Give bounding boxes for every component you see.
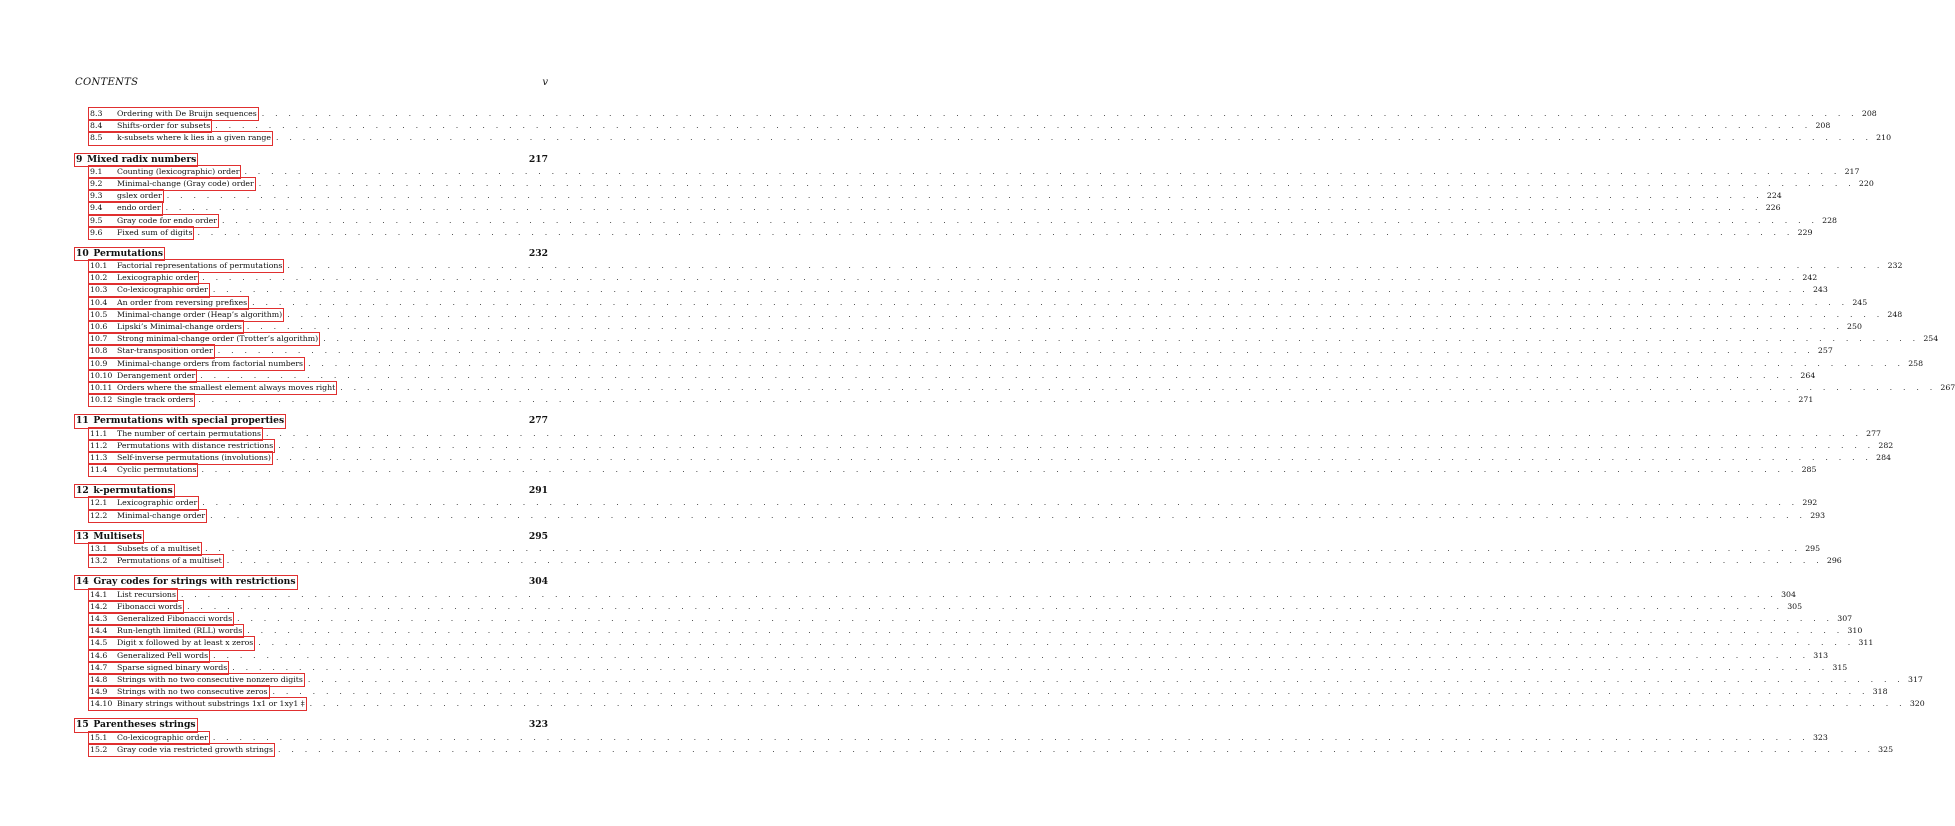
section-number: 10.9	[90, 358, 108, 368]
toc-section-link[interactable]	[89, 732, 209, 744]
toc-section-link[interactable]	[89, 358, 304, 370]
toc-section-entry	[75, 284, 1828, 296]
toc-section-link[interactable]	[89, 394, 194, 406]
dot-leader: . . . . . . . . . . . . . . . . . . . . . . . . . . . . . . . . . . . . . . . . . . . . . . . . . . . . . . . . . . . . . . . . . . . . . . . . . . . . . . . . . . . . . . . . . . . . . . . . . . . . . . . . . . . . . . . . . . . . . . . .	[217, 346, 1814, 356]
dot-leader: . . . . . . . . . . . . . . . . . . . . . . . . . . . . . . . . . . . . . . . . . . . . . . . . . . . . . . . . . . . . . . . . . . . . . . . . . . . . . . . . . . . . . . . . . . . . . . . . . . . . . . . . . . . . . . . . . . . . . . . .	[261, 109, 1858, 118]
toc-section-entry	[75, 333, 1939, 345]
section-page-number: 208	[1815, 121, 1831, 131]
toc-section-link[interactable]	[89, 120, 211, 132]
chapter-number: 14	[76, 576, 89, 588]
section-title: Co-lexicographic order	[117, 732, 208, 742]
section-page-number: 258	[1908, 358, 1924, 368]
toc-section-link[interactable]	[89, 637, 254, 649]
toc-section-link[interactable]	[89, 345, 214, 357]
toc-section-link[interactable]	[89, 497, 198, 509]
section-title: The number of certain permutations	[117, 428, 261, 438]
toc-section-link[interactable]	[89, 227, 193, 239]
toc-section-entry	[75, 428, 1882, 440]
section-page-number: 248	[1887, 309, 1903, 319]
section-title: Generalized Pell words	[117, 650, 209, 660]
section-page-number: 264	[1800, 370, 1816, 380]
section-page-number: 318	[1872, 687, 1888, 697]
section-title: Derangement order	[117, 370, 196, 380]
chapter-page-number: 232	[528, 247, 548, 259]
dot-leader: . . . . . . . . . . . . . . . . . . . . . . . . . . . . . . . . . . . . . . . . . . . . . . . . . . . . . . . . . . . . . . . . . . . . . . . . . . . . . . . . . . . . . . . . . . . . . . . . . . . . . . . . . . . . . . . . . . . . . . . .	[200, 370, 1797, 380]
toc-section-entry	[75, 662, 1848, 674]
toc-section-link[interactable]	[89, 108, 258, 120]
section-title: Minimal-change (Gray code) order	[117, 178, 254, 188]
toc-section-entry	[75, 698, 1925, 710]
toc-section-link[interactable]	[89, 464, 197, 476]
toc-chapter	[75, 530, 1842, 568]
chapter-page-number: 277	[528, 415, 548, 427]
section-title: k-subsets where k lies in a given range	[117, 133, 272, 143]
section-page-number: 267	[1940, 382, 1955, 392]
dot-leader: . . . . . . . . . . . . . . . . . . . . . . . . . . . . . . . . . . . . . . . . . . . . . . . . . . . . . . . . . . . . . . . . . . . . . . . . . . . . . . . . . . . . . . . . . . . . . . . . . . . . . . . . . . . . . . . . . . . . . . . .	[309, 699, 1906, 709]
toc-chapter-entry	[75, 154, 548, 166]
toc-section-entry	[75, 440, 1894, 452]
chapter-page-number: 217	[528, 153, 548, 165]
dot-leader: . . . . . . . . . . . . . . . . . . . . . . . . . . . . . . . . . . . . . . . . . . . . . . . . . . . . . . . . . . . . . . . . . . . . . . . . . . . . . . . . . . . . . . . . . . . . . . . . . . . . . . . . . . . . . . . . . . . . . . . .	[213, 650, 1810, 660]
toc-chapter	[75, 576, 1925, 710]
toc-chapter-link[interactable]	[75, 531, 143, 543]
toc-section-entry	[75, 120, 1831, 132]
dot-leader: . . . . . . . . . . . . . . . . . . . . . . . . . . . . . . . . . . . . . . . . . . . . . . . . . . . . . . . . . . . . . . . . . . . . . . . . . . . . . . . . . . . . . . . . . . . . . . . . . . . . . . . . . . . . . . . . . . . . . . . .	[308, 358, 1905, 368]
dot-leader: . . . . . . . . . . . . . . . . . . . . . . . . . . . . . . . . . . . . . . . . . . . . . . . . . . . . . . . . . . . . . . . . . . . . . . . . . . . . . . . . . . . . . . . . . . . . . . . . . . . . . . . . . . . . . . . . . . . . . . . .	[340, 382, 1937, 392]
dot-leader: . . . . . . . . . . . . . . . . . . . . . . . . . . . . . . . . . . . . . . . . . . . . . . . . . . . . . . . . . . . . . . . . . . . . . . . . . . . . . . . . . . . . . . . . . . . . . . . . . . . . . . . . . . . . . . . . . . . . . . . .	[210, 510, 1807, 520]
section-number: 9.2	[90, 178, 103, 188]
toc-section-link[interactable]	[89, 132, 272, 144]
dot-leader: . . . . . . . . . . . . . . . . . . . . . . . . . . . . . . . . . . . . . . . . . . . . . . . . . . . . . . . . . . . . . . . . . . . . . . . . . . . . . . . . . . . . . . . . . . . . . . . . . . . . . . . . . . . . . . . . . . . . . . . .	[166, 191, 1763, 201]
section-title: Subsets of a multiset	[117, 544, 201, 553]
toc-section-entry	[75, 625, 1863, 637]
chapter-page-number: 304	[528, 576, 548, 588]
leading-sections	[75, 108, 1892, 145]
toc-section-entry	[75, 555, 1842, 567]
toc-section-link[interactable]	[89, 589, 177, 601]
dot-leader: . . . . . . . . . . . . . . . . . . . . . . . . . . . . . . . . . . . . . . . . . . . . . . . . . . . . . . . . . . . . . . . . . . . . . . . . . . . . . . . . . . . . . . . . . . . . . . . . . . . . . . . . . . . . . . . . . . . . . . . .	[307, 674, 1904, 684]
section-page-number: 254	[1923, 334, 1939, 344]
chapter-number: 15	[76, 719, 89, 731]
section-number: 11.1	[90, 428, 108, 438]
dot-leader: . . . . . . . . . . . . . . . . . . . . . . . . . . . . . . . . . . . . . . . . . . . . . . . . . . . . . . . . . . . . . . . . . . . . . . . . . . . . . . . . . . . . . . . . . . . . . . . . . . . . . . . . . . . . . . . . . . . . . . . .	[202, 273, 1799, 283]
toc-chapter-entry	[75, 248, 548, 260]
section-title: Lexicographic order	[117, 273, 198, 283]
toc-section-entry	[75, 601, 1803, 613]
toc-section-link[interactable]	[89, 428, 262, 440]
section-page-number: 313	[1813, 650, 1829, 660]
toc-chapter-entry	[75, 531, 548, 543]
section-title: Permutations with distance restrictions	[117, 440, 274, 450]
toc-chapter-link[interactable]	[75, 248, 164, 260]
dot-leader: . . . . . . . . . . . . . . . . . . . . . . . . . . . . . . . . . . . . . . . . . . . . . . . . . . . . . . . . . . . . . . . . . . . . . . . . . . . . . . . . . . . . . . . . . . . . . . . . . . . . . . . . . . . . . . . . . . . . . . . .	[198, 395, 1795, 405]
toc-section-link[interactable]	[89, 613, 233, 625]
section-title: Digit x followed by at least x zeros	[117, 638, 254, 648]
toc-chapter-link[interactable]	[75, 154, 197, 166]
dot-leader: . . . . . . . . . . . . . . . . . . . . . . . . . . . . . . . . . . . . . . . . . . . . . . . . . . . . . . . . . . . . . . . . . . . . . . . . . . . . . . . . . . . . . . . . . . . . . . . . . . . . . . . . . . . . . . . . . . . . . . . .	[278, 440, 1875, 450]
toc-section-link[interactable]	[89, 202, 162, 214]
chapter-title: Permutations	[93, 247, 164, 259]
chapter-title: Multisets	[93, 530, 142, 542]
dot-leader: . . . . . . . . . . . . . . . . . . . . . . . . . . . . . . . . . . . . . . . . . . . . . . . . . . . . . . . . . . . . . . . . . . . . . . . . . . . . . . . . . . . . . . . . . . . . . . . . . . . . . . . . . . . . . . . . . . . . . . . .	[258, 638, 1855, 648]
dot-leader: . . . . . . . . . . . . . . . . . . . . . . . . . . . . . . . . . . . . . . . . . . . . . . . . . . . . . . . . . . . . . . . . . . . . . . . . . . . . . . . . . . . . . . . . . . . . . . . . . . . . . . . . . . . . . . . . . . . . . . . .	[244, 166, 1841, 176]
section-page-number: 220	[1858, 178, 1874, 188]
section-number: 14.6	[90, 650, 108, 660]
toc-section-link[interactable]	[89, 625, 243, 637]
toc-chapter-entry	[75, 415, 548, 427]
toc-chapter-link[interactable]	[75, 485, 174, 497]
toc-section-entry	[75, 589, 1796, 601]
toc-section-link[interactable]	[89, 284, 209, 296]
chapter-page-number: 323	[528, 719, 548, 731]
toc-section-entry	[75, 321, 1862, 333]
dot-leader: . . . . . . . . . . . . . . . . . . . . . . . . . . . . . . . . . . . . . . . . . . . . . . . . . . . . . . . . . . . . . . . . . . . . . . . . . . . . . . . . . . . . . . . . . . . . . . . . . . . . . . . . . . . . . . . . . . . . . . . .	[252, 297, 1849, 307]
toc-chapter-entry	[75, 576, 548, 588]
toc-section-entry	[75, 674, 1923, 686]
toc-section-link[interactable]	[89, 662, 228, 674]
toc-chapter-link[interactable]	[75, 576, 297, 588]
section-title: Cyclic permutations	[117, 465, 197, 475]
toc-section-entry	[75, 190, 1782, 202]
section-number: 9.6	[90, 227, 103, 237]
section-number: 10.11	[90, 382, 113, 392]
section-number: 11.2	[90, 440, 108, 450]
section-page-number: 284	[1876, 452, 1891, 462]
page-numeral: v	[542, 77, 548, 88]
chapter-number: 10	[76, 247, 89, 259]
section-title: Minimal-change order (Heap’s algorithm)	[117, 309, 283, 319]
toc-section-link[interactable]	[89, 382, 336, 394]
dot-leader: . . . . . . . . . . . . . . . . . . . . . . . . . . . . . . . . . . . . . . . . . . . . . . . . . . . . . . . . . . . . . . . . . . . . . . . . . . . . . . . . . . . . . . . . . . . . . . . . . . . . . . . . . . . . . . . . . . . . . . . .	[287, 261, 1884, 271]
section-title: Strings with no two consecutive nonzero digits	[117, 674, 303, 684]
section-number: 10.2	[90, 273, 108, 283]
toc-section-entry	[75, 166, 1860, 178]
dot-leader: . . . . . . . . . . . . . . . . . . . . . . . . . . . . . . . . . . . . . . . . . . . . . . . . . . . . . . . . . . . . . . . . . . . . . . . . . . . . . . . . . . . . . . . . . . . . . . . . . . . . . . . . . . . . . . . . . . . . . . . .	[246, 322, 1844, 331]
section-page-number: 320	[1909, 699, 1925, 709]
toc-section-link[interactable]	[89, 686, 269, 698]
section-number: 9.3	[90, 191, 103, 201]
section-title: Gray code via restricted growth strings	[117, 744, 274, 754]
section-number: 10.3	[90, 285, 108, 295]
dot-leader: . . . . . . . . . . . . . . . . . . . . . . . . . . . . . . . . . . . . . . . . . . . . . . . . . . . . . . . . . . . . . . . . . . . . . . . . . . . . . . . . . . . . . . . . . . . . . . . . . . . . . . . . . . . . . . . . . . . . . . . .	[237, 613, 1834, 623]
section-number: 10.8	[90, 346, 108, 356]
section-title: Generalized Fibonacci words	[117, 613, 233, 623]
section-title: gslex order	[117, 191, 162, 201]
section-number: 10.10	[90, 370, 113, 380]
section-page-number: 224	[1766, 191, 1782, 201]
toc-section-link[interactable]	[89, 555, 223, 567]
section-number: 10.7	[90, 334, 108, 344]
toc-section-entry	[75, 497, 1818, 509]
section-page-number: 210	[1876, 133, 1892, 143]
section-page-number: 323	[1812, 732, 1828, 742]
section-number: 9.5	[90, 215, 103, 225]
dot-leader: . . . . . . . . . . . . . . . . . . . . . . . . . . . . . . . . . . . . . . . . . . . . . . . . . . . . . . . . . . . . . . . . . . . . . . . . . . . . . . . . . . . . . . . . . . . . . . . . . . . . . . . . . . . . . . . . . . . . . . . .	[323, 334, 1920, 344]
dot-leader: . . . . . . . . . . . . . . . . . . . . . . . . . . . . . . . . . . . . . . . . . . . . . . . . . . . . . . . . . . . . . . . . . . . . . . . . . . . . . . . . . . . . . . . . . . . . . . . . . . . . . . . . . . . . . . . . . . . . . . . .	[205, 544, 1802, 553]
dot-leader: . . . . . . . . . . . . . . . . . . . . . . . . . . . . . . . . . . . . . . . . . . . . . . . . . . . . . . . . . . . . . . . . . . . . . . . . . . . . . . . . . . . . . . . . . . . . . . . . . . . . . . . . . . . . . . . . . . . . . . . .	[201, 465, 1798, 475]
section-number: 10.1	[90, 261, 108, 271]
section-title: Minimal-change orders from factorial numbers	[117, 358, 304, 368]
dot-leader: . . . . . . . . . . . . . . . . . . . . . . . . . . . . . . . . . . . . . . . . . . . . . . . . . . . . . . . . . . . . . . . . . . . . . . . . . . . . . . . . . . . . . . . . . . . . . . . . . . . . . . . . . . . . . . . . . . . . . . . .	[180, 589, 1778, 599]
toc-chapter-link[interactable]	[75, 719, 197, 731]
toc-section-entry	[75, 510, 1826, 522]
section-number: 14.10	[90, 699, 113, 709]
section-page-number: 293	[1810, 510, 1826, 520]
chapter-number: 13	[76, 530, 89, 542]
section-number: 15.1	[90, 732, 108, 742]
toc-section-link[interactable]	[89, 698, 306, 710]
section-number: 14.3	[90, 613, 108, 623]
dot-leader: . . . . . . . . . . . . . . . . . . . . . . . . . . . . . . . . . . . . . . . . . . . . . . . . . . . . . . . . . . . . . . . . . . . . . . . . . . . . . . . . . . . . . . . . . . . . . . . . . . . . . . . . . . . . . . . . . . . . . . . .	[202, 498, 1799, 508]
dot-leader: . . . . . . . . . . . . . . . . . . . . . . . . . . . . . . . . . . . . . . . . . . . . . . . . . . . . . . . . . . . . . . . . . . . . . . . . . . . . . . . . . . . . . . . . . . . . . . . . . . . . . . . . . . . . . . . . . . . . . . . .	[265, 428, 1863, 438]
section-number: 9.4	[90, 203, 103, 213]
section-title: Strong minimal-change order (Trotter’s algorithm)	[117, 334, 319, 344]
toc-section-entry	[75, 227, 1813, 239]
chapter-title: Permutations with special properties	[93, 415, 285, 427]
section-title: Gray code for endo order	[117, 215, 217, 225]
section-title: Self-inverse permutations (involutions)	[117, 452, 271, 462]
section-title: Minimal-change order	[117, 510, 206, 520]
dot-leader: . . . . . . . . . . . . . . . . . . . . . . . . . . . . . . . . . . . . . . . . . . . . . . . . . . . . . . . . . . . . . . . . . . . . . . . . . . . . . . . . . . . . . . . . . . . . . . . . . . . . . . . . . . . . . . . . . . . . . . . .	[275, 452, 1873, 462]
dot-leader: . . . . . . . . . . . . . . . . . . . . . . . . . . . . . . . . . . . . . . . . . . . . . . . . . . . . . . . . . . . . . . . . . . . . . . . . . . . . . . . . . . . . . . . . . . . . . . . . . . . . . . . . . . . . . . . . . . . . . . . .	[287, 309, 1884, 319]
chapter-title: Parentheses strings	[93, 719, 196, 731]
dot-leader: . . . . . . . . . . . . . . . . . . . . . . . . . . . . . . . . . . . . . . . . . . . . . . . . . . . . . . . . . . . . . . . . . . . . . . . . . . . . . . . . . . . . . . . . . . . . . . . . . . . . . . . . . . . . . . . . . . . . . . . .	[272, 687, 1869, 697]
section-page-number: 208	[1861, 109, 1877, 118]
section-number: 12.1	[90, 498, 108, 508]
section-page-number: 245	[1852, 297, 1868, 307]
section-number: 14.4	[90, 626, 108, 636]
section-number: 14.8	[90, 674, 108, 684]
toc-section-link[interactable]	[89, 543, 201, 555]
toc-section-link[interactable]	[89, 744, 274, 756]
section-page-number: 304	[1781, 589, 1796, 599]
section-page-number: 217	[1844, 166, 1860, 176]
section-title: Co-lexicographic order	[117, 285, 208, 295]
section-number: 10.4	[90, 297, 108, 307]
toc-section-entry	[75, 260, 1903, 272]
section-page-number: 232	[1887, 261, 1903, 271]
dot-leader: . . . . . . . . . . . . . . . . . . . . . . . . . . . . . . . . . . . . . . . . . . . . . . . . . . . . . . . . . . . . . . . . . . . . . . . . . . . . . . . . . . . . . . . . . . . . . . . . . . . . . . . . . . . . . . . . . . . . . . . .	[278, 744, 1875, 754]
dot-leader: . . . . . . . . . . . . . . . . . . . . . . . . . . . . . . . . . . . . . . . . . . . . . . . . . . . . . . . . . . . . . . . . . . . . . . . . . . . . . . . . . . . . . . . . . . . . . . . . . . . . . . . . . . . . . . . . . . . . . . . .	[212, 732, 1809, 742]
section-page-number: 311	[1858, 638, 1874, 648]
toc-section-entry	[75, 613, 1853, 625]
toc-section-entry	[75, 686, 1888, 698]
toc-section-entry	[75, 370, 1816, 382]
section-title: Counting (lexicographic) order	[117, 166, 240, 176]
section-page-number: 243	[1812, 285, 1828, 295]
toc-section-link[interactable]	[89, 309, 283, 321]
section-title: List recursions	[117, 589, 176, 599]
running-header-title: CONTENTS	[75, 77, 139, 88]
section-number: 10.6	[90, 322, 108, 331]
section-title: Fixed sum of digits	[117, 227, 193, 237]
section-number: 14.7	[90, 662, 108, 672]
section-number: 13.1	[90, 544, 108, 553]
toc-section-link[interactable]	[89, 215, 218, 227]
chapter-title: k-permutations	[93, 485, 173, 497]
toc-section-link[interactable]	[89, 166, 240, 178]
section-page-number: 317	[1907, 674, 1923, 684]
section-number: 14.1	[90, 589, 108, 599]
section-page-number: 228	[1822, 215, 1838, 225]
section-title: Sparse signed binary words	[117, 662, 228, 672]
toc-section-entry	[75, 358, 1924, 370]
section-number: 10.5	[90, 309, 108, 319]
toc-section-entry	[75, 297, 1868, 309]
toc-section-link[interactable]	[89, 297, 248, 309]
section-number: 11.3	[90, 452, 108, 462]
section-number: 15.2	[90, 744, 108, 754]
toc-section-link[interactable]	[89, 178, 255, 190]
section-number: 8.5	[90, 133, 103, 143]
section-title: Single track orders	[117, 395, 194, 405]
chapter-title: Gray codes for strings with restrictions	[93, 576, 296, 588]
toc-section-entry	[75, 744, 1894, 756]
chapter-number: 9	[76, 153, 83, 165]
toc-section-link[interactable]	[89, 601, 183, 613]
running-header	[75, 77, 548, 89]
section-page-number: 271	[1798, 395, 1814, 405]
section-number: 14.5	[90, 638, 108, 648]
chapter-number: 12	[76, 485, 89, 497]
toc-section-entry	[75, 132, 1892, 144]
toc-chapter	[75, 153, 1874, 239]
toc-section-link[interactable]	[89, 452, 272, 464]
section-title: Ordering with De Bruijn sequences	[117, 109, 257, 118]
toc-section-entry	[75, 650, 1829, 662]
toc-section-link[interactable]	[89, 674, 304, 686]
section-number: 8.4	[90, 121, 103, 131]
toc-section-entry	[75, 543, 1821, 555]
section-page-number: 315	[1832, 662, 1848, 672]
toc-section-entry	[75, 108, 1877, 120]
chapter-page-number: 295	[528, 530, 548, 542]
toc-section-entry	[75, 345, 1833, 357]
section-title: Binary strings without substrings 1x1 or 1xy1 ‡	[117, 699, 305, 709]
section-page-number: 226	[1765, 203, 1781, 213]
toc-section-link[interactable]	[89, 333, 319, 345]
chapter-title: Mixed radix numbers	[87, 153, 197, 165]
dot-leader: . . . . . . . . . . . . . . . . . . . . . . . . . . . . . . . . . . . . . . . . . . . . . . . . . . . . . . . . . . . . . . . . . . . . . . . . . . . . . . . . . . . . . . . . . . . . . . . . . . . . . . . . . . . . . . . . . . . . . . . .	[187, 601, 1784, 611]
toc-section-entry	[75, 637, 1874, 649]
section-title: Star-transposition order	[117, 346, 213, 356]
toc-section-link[interactable]	[89, 260, 283, 272]
toc-chapter-link[interactable]	[75, 415, 285, 427]
section-page-number: 285	[1801, 465, 1817, 475]
section-page-number: 257	[1817, 346, 1833, 356]
section-number: 10.12	[90, 395, 113, 405]
section-title: Orders where the smallest element always moves right	[117, 382, 336, 392]
section-page-number: 307	[1837, 613, 1853, 623]
toc-section-entry	[75, 215, 1838, 227]
dot-leader: . . . . . . . . . . . . . . . . . . . . . . . . . . . . . . . . . . . . . . . . . . . . . . . . . . . . . . . . . . . . . . . . . . . . . . . . . . . . . . . . . . . . . . . . . . . . . . . . . . . . . . . . . . . . . . . . . . . . . . . .	[215, 121, 1812, 131]
section-title: endo order	[117, 203, 161, 213]
dot-leader: . . . . . . . . . . . . . . . . . . . . . . . . . . . . . . . . . . . . . . . . . . . . . . . . . . . . . . . . . . . . . . . . . . . . . . . . . . . . . . . . . . . . . . . . . . . . . . . . . . . . . . . . . . . . . . . . . . . . . . . .	[165, 203, 1762, 213]
section-page-number: 295	[1805, 544, 1821, 553]
toc-section-link[interactable]	[89, 272, 198, 284]
dot-leader: . . . . . . . . . . . . . . . . . . . . . . . . . . . . . . . . . . . . . . . . . . . . . . . . . . . . . . . . . . . . . . . . . . . . . . . . . . . . . . . . . . . . . . . . . . . . . . . . . . . . . . . . . . . . . . . . . . . . . . . .	[221, 215, 1819, 225]
section-title: Strings with no two consecutive zeros	[117, 687, 268, 697]
chapter-number: 11	[76, 415, 89, 427]
section-page-number: 229	[1797, 227, 1813, 237]
dot-leader: . . . . . . . . . . . . . . . . . . . . . . . . . . . . . . . . . . . . . . . . . . . . . . . . . . . . . . . . . . . . . . . . . . . . . . . . . . . . . . . . . . . . . . . . . . . . . . . . . . . . . . . . . . . . . . . . . . . . . . . .	[226, 556, 1823, 566]
section-number: 12.2	[90, 510, 108, 520]
toc-section-link[interactable]	[89, 190, 163, 202]
dot-leader: . . . . . . . . . . . . . . . . . . . . . . . . . . . . . . . . . . . . . . . . . . . . . . . . . . . . . . . . . . . . . . . . . . . . . . . . . . . . . . . . . . . . . . . . . . . . . . . . . . . . . . . . . . . . . . . . . . . . . . . .	[212, 285, 1809, 295]
section-page-number: 282	[1878, 440, 1894, 450]
toc-chapter-entry	[75, 719, 548, 731]
section-page-number: 277	[1866, 428, 1882, 438]
toc-section-link[interactable]	[89, 440, 274, 452]
dot-leader: . . . . . . . . . . . . . . . . . . . . . . . . . . . . . . . . . . . . . . . . . . . . . . . . . . . . . . . . . . . . . . . . . . . . . . . . . . . . . . . . . . . . . . . . . . . . . . . . . . . . . . . . . . . . . . . . . . . . . . . .	[276, 133, 1873, 143]
toc-chapter-entry	[75, 485, 548, 497]
section-page-number: 250	[1847, 322, 1862, 331]
toc-section-link[interactable]	[89, 370, 196, 382]
dot-leader: . . . . . . . . . . . . . . . . . . . . . . . . . . . . . . . . . . . . . . . . . . . . . . . . . . . . . . . . . . . . . . . . . . . . . . . . . . . . . . . . . . . . . . . . . . . . . . . . . . . . . . . . . . . . . . . . . . . . . . . .	[197, 227, 1794, 237]
toc-section-entry	[75, 202, 1781, 214]
toc-section-entry	[75, 178, 1874, 190]
toc-chapter	[75, 719, 1894, 756]
section-number: 8.3	[90, 109, 103, 118]
section-number: 14.2	[90, 601, 108, 611]
toc-chapter	[75, 415, 1894, 476]
toc-chapter	[75, 247, 1955, 406]
section-title: Lexicographic order	[117, 498, 198, 508]
toc-section-link[interactable]	[89, 510, 206, 522]
toc-section-entry	[75, 464, 1817, 476]
toc-section-entry	[75, 394, 1814, 406]
section-page-number: 292	[1802, 498, 1818, 508]
section-number: 9.1	[90, 166, 103, 176]
dot-leader: . . . . . . . . . . . . . . . . . . . . . . . . . . . . . . . . . . . . . . . . . . . . . . . . . . . . . . . . . . . . . . . . . . . . . . . . . . . . . . . . . . . . . . . . . . . . . . . . . . . . . . . . . . . . . . . . . . . . . . . .	[258, 178, 1855, 188]
dot-leader: . . . . . . . . . . . . . . . . . . . . . . . . . . . . . . . . . . . . . . . . . . . . . . . . . . . . . . . . . . . . . . . . . . . . . . . . . . . . . . . . . . . . . . . . . . . . . . . . . . . . . . . . . . . . . . . . . . . . . . . .	[232, 662, 1829, 672]
section-title: Run-length limited (RLL) words	[117, 626, 243, 636]
section-title: Permutations of a multiset	[117, 556, 222, 566]
section-page-number: 305	[1787, 601, 1803, 611]
toc-section-entry	[75, 272, 1818, 284]
section-title: Factorial representations of permutations	[117, 261, 283, 271]
toc-section-link[interactable]	[89, 321, 243, 333]
section-page-number: 296	[1826, 556, 1842, 566]
section-page-number: 242	[1802, 273, 1818, 283]
section-number: 13.2	[90, 556, 108, 566]
section-title: An order from reversing prefixes	[117, 297, 248, 307]
section-number: 11.4	[90, 465, 108, 475]
toc-section-link[interactable]	[89, 650, 209, 662]
toc-section-entry	[75, 309, 1903, 321]
toc-chapter	[75, 485, 1826, 522]
dot-leader: . . . . . . . . . . . . . . . . . . . . . . . . . . . . . . . . . . . . . . . . . . . . . . . . . . . . . . . . . . . . . . . . . . . . . . . . . . . . . . . . . . . . . . . . . . . . . . . . . . . . . . . . . . . . . . . . . . . . . . . .	[247, 626, 1844, 636]
toc-section-entry	[75, 452, 1891, 464]
section-title: Lipski’s Minimal-change orders	[117, 322, 242, 331]
table-of-contents	[75, 108, 1955, 756]
section-number: 14.9	[90, 687, 108, 697]
section-page-number: 310	[1847, 626, 1863, 636]
section-title: Shifts-order for subsets	[117, 121, 211, 131]
section-page-number: 325	[1878, 744, 1894, 754]
section-title: Fibonacci words	[117, 601, 183, 611]
chapter-page-number: 291	[528, 485, 548, 497]
toc-section-entry	[75, 382, 1955, 394]
toc-section-entry	[75, 732, 1828, 744]
